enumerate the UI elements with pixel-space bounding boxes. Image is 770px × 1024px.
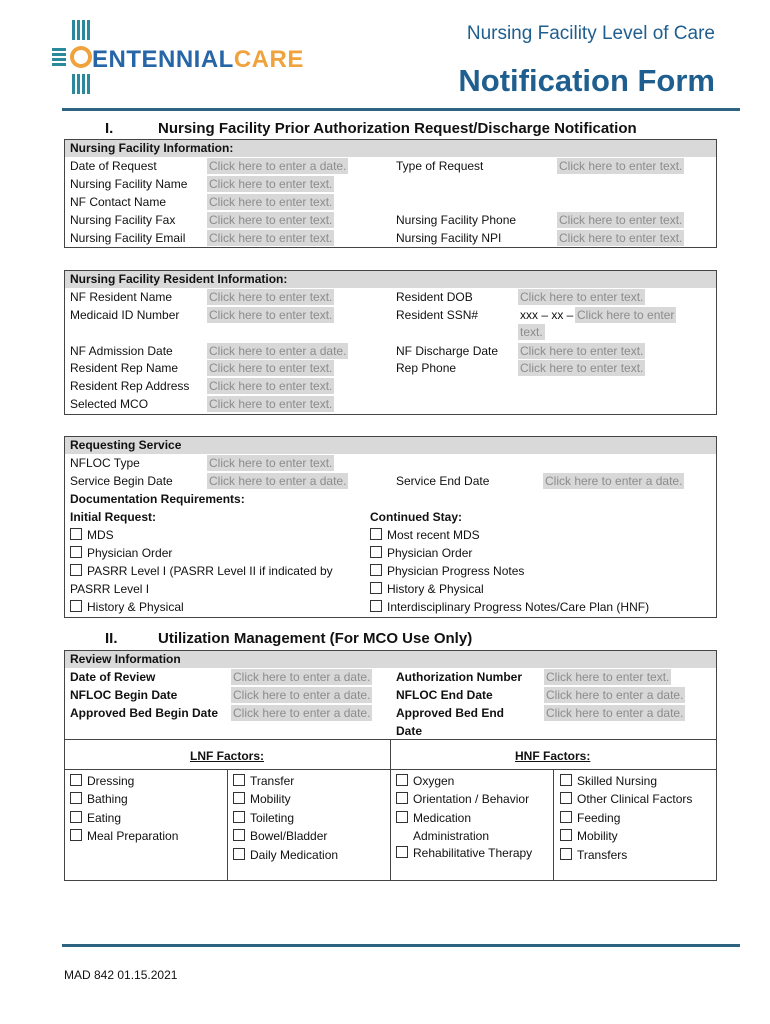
initial-checkbox-mds[interactable]	[70, 528, 114, 543]
admission-date-label: NF Admission Date	[70, 344, 173, 358]
checkbox-label: PASRR Level I (PASRR Level II if indicated by	[87, 564, 333, 578]
hnf-checkbox-mobility[interactable]	[560, 829, 618, 844]
checkbox-icon[interactable]	[396, 774, 408, 786]
continued-checkbox-history[interactable]	[370, 582, 484, 597]
checkbox-label: Eating	[87, 811, 122, 825]
resident-ssn-label: Resident SSN#	[396, 308, 479, 322]
checkbox-icon[interactable]	[70, 546, 82, 558]
checkbox-label: Skilled Nursing	[577, 774, 658, 788]
type-of-request-label: Type of Request	[396, 159, 484, 173]
hnf-factors-title: HNF Factors:	[515, 749, 591, 763]
initial-checkbox-physician-order[interactable]	[70, 546, 172, 561]
resident-name-field[interactable]: Click here to enter text.	[209, 290, 333, 304]
facility-email-field[interactable]: Click here to enter text.	[209, 231, 333, 245]
bed-begin-field[interactable]: Click here to enter a date.	[233, 706, 371, 720]
checkbox-icon[interactable]	[70, 829, 82, 841]
checkbox-label: Toileting	[250, 811, 295, 825]
checkbox-icon[interactable]	[70, 564, 82, 576]
bed-end-label: Approved Bed End	[396, 706, 505, 720]
checkbox-label: Physician Progress Notes	[387, 564, 525, 578]
checkbox-label: Other Clinical Factors	[577, 792, 693, 806]
lnf-checkbox-bathing[interactable]	[70, 792, 128, 807]
nfloc-begin-label: NFLOC Begin Date	[70, 688, 178, 702]
lnf-checkbox-daily-medication[interactable]	[233, 848, 338, 863]
auth-number-field[interactable]: Click here to enter text.	[546, 670, 670, 684]
pasrr-wrap-text: PASRR Level I	[70, 582, 150, 596]
date-of-request-field[interactable]: Click here to enter a date.	[209, 159, 347, 173]
ssn-prefix: xxx – xx –	[520, 308, 574, 322]
rep-name-field[interactable]: Click here to enter text.	[209, 361, 333, 375]
facility-name-label: Nursing Facility Name	[70, 177, 188, 191]
facility-phone-label: Nursing Facility Phone	[396, 213, 517, 227]
header-rule	[62, 108, 740, 111]
nfloc-begin-field[interactable]: Click here to enter a date.	[233, 688, 371, 702]
checkbox-label: Rehabilitative Therapy	[413, 846, 533, 860]
auth-number-label: Authorization Number	[396, 670, 522, 684]
resident-dob-field[interactable]: Click here to enter text.	[520, 290, 644, 304]
checkbox-icon[interactable]	[560, 848, 572, 860]
section-1-title: Nursing Facility Prior Authorization Request/Discharge Notification	[158, 120, 637, 137]
page-title: Notification Form	[458, 63, 715, 98]
hnf-checkbox-orientation[interactable]	[396, 792, 529, 807]
facility-phone-field[interactable]: Click here to enter text.	[559, 213, 683, 227]
checkbox-icon[interactable]	[370, 564, 382, 576]
footer-rule	[62, 944, 740, 947]
checkbox-label: Oxygen	[413, 774, 455, 788]
facility-npi-label: Nursing Facility NPI	[396, 231, 502, 245]
logo	[50, 18, 304, 98]
selected-mco-field[interactable]: Click here to enter text.	[209, 397, 333, 411]
checkbox-icon[interactable]	[370, 582, 382, 594]
checkbox-label: Bowel/Bladder	[250, 829, 328, 843]
type-of-request-field[interactable]: Click here to enter text.	[559, 159, 683, 173]
checkbox-icon[interactable]	[560, 774, 572, 786]
checkbox-icon[interactable]	[70, 811, 82, 823]
checkbox-label: Interdisciplinary Progress Notes/Care Plan (HNF)	[387, 600, 650, 614]
checkbox-icon[interactable]	[560, 829, 572, 841]
facility-npi-field[interactable]: Click here to enter text.	[559, 231, 683, 245]
continued-checkbox-interdisciplinary[interactable]	[370, 600, 649, 615]
checkbox-icon[interactable]	[396, 811, 408, 823]
lnf-factors-title: LNF Factors:	[190, 749, 265, 763]
service-begin-field[interactable]: Click here to enter a date.	[209, 474, 347, 488]
section-1-number: I.	[105, 120, 114, 137]
initial-checkbox-pasrr[interactable]	[70, 564, 333, 579]
checkbox-label: Transfers	[577, 848, 628, 862]
review-date-label: Date of Review	[70, 670, 156, 684]
continued-stay-heading: Continued Stay:	[370, 510, 462, 524]
checkbox-label: Physician Order	[87, 546, 173, 560]
service-heading: Requesting Service	[70, 438, 182, 452]
date-of-request-label: Date of Request	[70, 159, 157, 173]
lnf-checkbox-dressing[interactable]	[70, 774, 134, 789]
rep-address-field[interactable]: Click here to enter text.	[209, 379, 333, 393]
hnf-checkbox-rehab[interactable]	[396, 846, 532, 861]
checkbox-icon[interactable]	[396, 846, 408, 858]
checkbox-icon[interactable]	[233, 848, 245, 860]
rep-name-label: Resident Rep Name	[70, 361, 179, 375]
checkbox-label: Most recent MDS	[387, 528, 480, 542]
checkbox-icon[interactable]	[70, 792, 82, 804]
checkbox-icon[interactable]	[70, 774, 82, 786]
nfloc-type-field[interactable]: Click here to enter text.	[209, 456, 333, 470]
checkbox-icon[interactable]	[370, 528, 382, 540]
checkbox-label: Bathing	[87, 792, 128, 806]
section-2-number: II.	[105, 630, 118, 647]
logo-text-care: CARE	[233, 46, 304, 73]
bed-end-label-wrap: Date	[396, 724, 423, 738]
facility-fax-label: Nursing Facility Fax	[70, 213, 176, 227]
checkbox-icon[interactable]	[370, 546, 382, 558]
facility-fax-field[interactable]: Click here to enter text.	[209, 213, 333, 227]
checkbox-icon[interactable]	[233, 811, 245, 823]
checkbox-label: History & Physical	[387, 582, 484, 596]
resident-heading: Nursing Facility Resident Information:	[70, 272, 288, 286]
logo-text-main: ENTENNIAL	[92, 46, 234, 73]
hnf-checkbox-medication[interactable]	[396, 811, 471, 826]
hnf-checkbox-skilled-nursing[interactable]	[560, 774, 657, 789]
lnf-checkbox-toileting[interactable]	[233, 811, 294, 826]
continued-checkbox-mds[interactable]	[370, 528, 480, 543]
checkbox-icon[interactable]	[233, 829, 245, 841]
checkbox-icon[interactable]	[70, 528, 82, 540]
header-subtitle: Nursing Facility Level of Care	[466, 23, 715, 44]
checkbox-label: Feeding	[577, 811, 621, 825]
checkbox-icon[interactable]	[396, 792, 408, 804]
nfloc-end-label: NFLOC End Date	[396, 688, 493, 702]
initial-checkbox-history[interactable]	[70, 600, 184, 615]
checkbox-label: Meal Preparation	[87, 829, 179, 843]
checkbox-icon[interactable]	[560, 811, 572, 823]
checkbox-label: Medication	[413, 811, 472, 825]
continued-checkbox-progress-notes[interactable]	[370, 564, 524, 579]
contact-name-label: NF Contact Name	[70, 195, 167, 209]
bed-end-field[interactable]: Click here to enter a date.	[546, 706, 684, 720]
checkbox-icon[interactable]	[233, 792, 245, 804]
rep-phone-label: Rep Phone	[396, 361, 457, 375]
resident-dob-label: Resident DOB	[396, 290, 473, 304]
checkbox-label: History & Physical	[87, 600, 184, 614]
hnf-checkbox-feeding[interactable]	[560, 811, 620, 826]
checkbox-label: Dressing	[87, 774, 135, 788]
facility-email-label: Nursing Facility Email	[70, 231, 186, 245]
lnf-checkbox-mobility[interactable]	[233, 792, 291, 807]
medicaid-id-field[interactable]: Click here to enter text.	[209, 308, 333, 322]
service-end-field[interactable]: Click here to enter a date.	[545, 474, 683, 488]
discharge-date-label: NF Discharge Date	[396, 344, 499, 358]
nfloc-type-label: NFLOC Type	[70, 456, 140, 470]
contact-name-field[interactable]: Click here to enter text.	[209, 195, 333, 209]
lnf-checkbox-eating[interactable]	[70, 811, 121, 826]
checkbox-label: Orientation / Behavior	[413, 792, 530, 806]
checkbox-label: Mobility	[577, 829, 618, 843]
continued-checkbox-physician-order[interactable]	[370, 546, 472, 561]
review-date-field[interactable]: Click here to enter a date.	[233, 670, 371, 684]
form-code: MAD 842 01.15.2021	[64, 968, 178, 982]
hnf-checkbox-other-clinical[interactable]	[560, 792, 692, 807]
lnf-checkbox-bowel[interactable]	[233, 829, 327, 844]
service-end-label: Service End Date	[396, 474, 490, 488]
checkbox-label: MDS	[87, 528, 114, 542]
review-heading: Review Information	[70, 652, 181, 666]
checkbox-label: Transfer	[250, 774, 295, 788]
facility-name-field[interactable]: Click here to enter text.	[209, 177, 333, 191]
resident-ssn-field[interactable]: Click here to enter	[577, 308, 675, 322]
bed-begin-label: Approved Bed Begin Date	[70, 706, 219, 720]
selected-mco-label: Selected MCO	[70, 397, 149, 411]
nfloc-end-field[interactable]: Click here to enter a date.	[546, 688, 684, 702]
service-begin-label: Service Begin Date	[70, 474, 173, 488]
checkbox-icon[interactable]	[370, 600, 382, 612]
initial-request-heading: Initial Request:	[70, 510, 157, 524]
lnf-checkbox-transfer[interactable]	[233, 774, 294, 789]
section-2-title: Utilization Management (For MCO Use Only)	[158, 630, 473, 647]
hnf-checkbox-transfers[interactable]	[560, 848, 627, 863]
rep-phone-field[interactable]: Click here to enter text.	[520, 361, 644, 375]
resident-ssn-field-wrap[interactable]: text.	[520, 325, 543, 339]
checkbox-icon[interactable]	[233, 774, 245, 786]
rep-address-label: Resident Rep Address	[70, 379, 190, 393]
discharge-date-field[interactable]: Click here to enter text.	[520, 344, 644, 358]
documentation-heading: Documentation Requirements:	[70, 492, 245, 506]
hnf-checkbox-oxygen[interactable]	[396, 774, 454, 789]
admission-date-field[interactable]: Click here to enter a date.	[209, 344, 347, 358]
resident-name-label: NF Resident Name	[70, 290, 173, 304]
facility-heading: Nursing Facility Information:	[70, 141, 234, 155]
lnf-checkbox-meal-prep[interactable]	[70, 829, 178, 844]
checkbox-icon[interactable]	[560, 792, 572, 804]
checkbox-icon[interactable]	[70, 600, 82, 612]
checkbox-label: Daily Medication	[250, 848, 339, 862]
hnf-medication-wrap: Administration	[413, 829, 490, 843]
medicaid-id-label: Medicaid ID Number	[70, 308, 180, 322]
checkbox-label: Physician Order	[387, 546, 473, 560]
checkbox-label: Mobility	[250, 792, 291, 806]
